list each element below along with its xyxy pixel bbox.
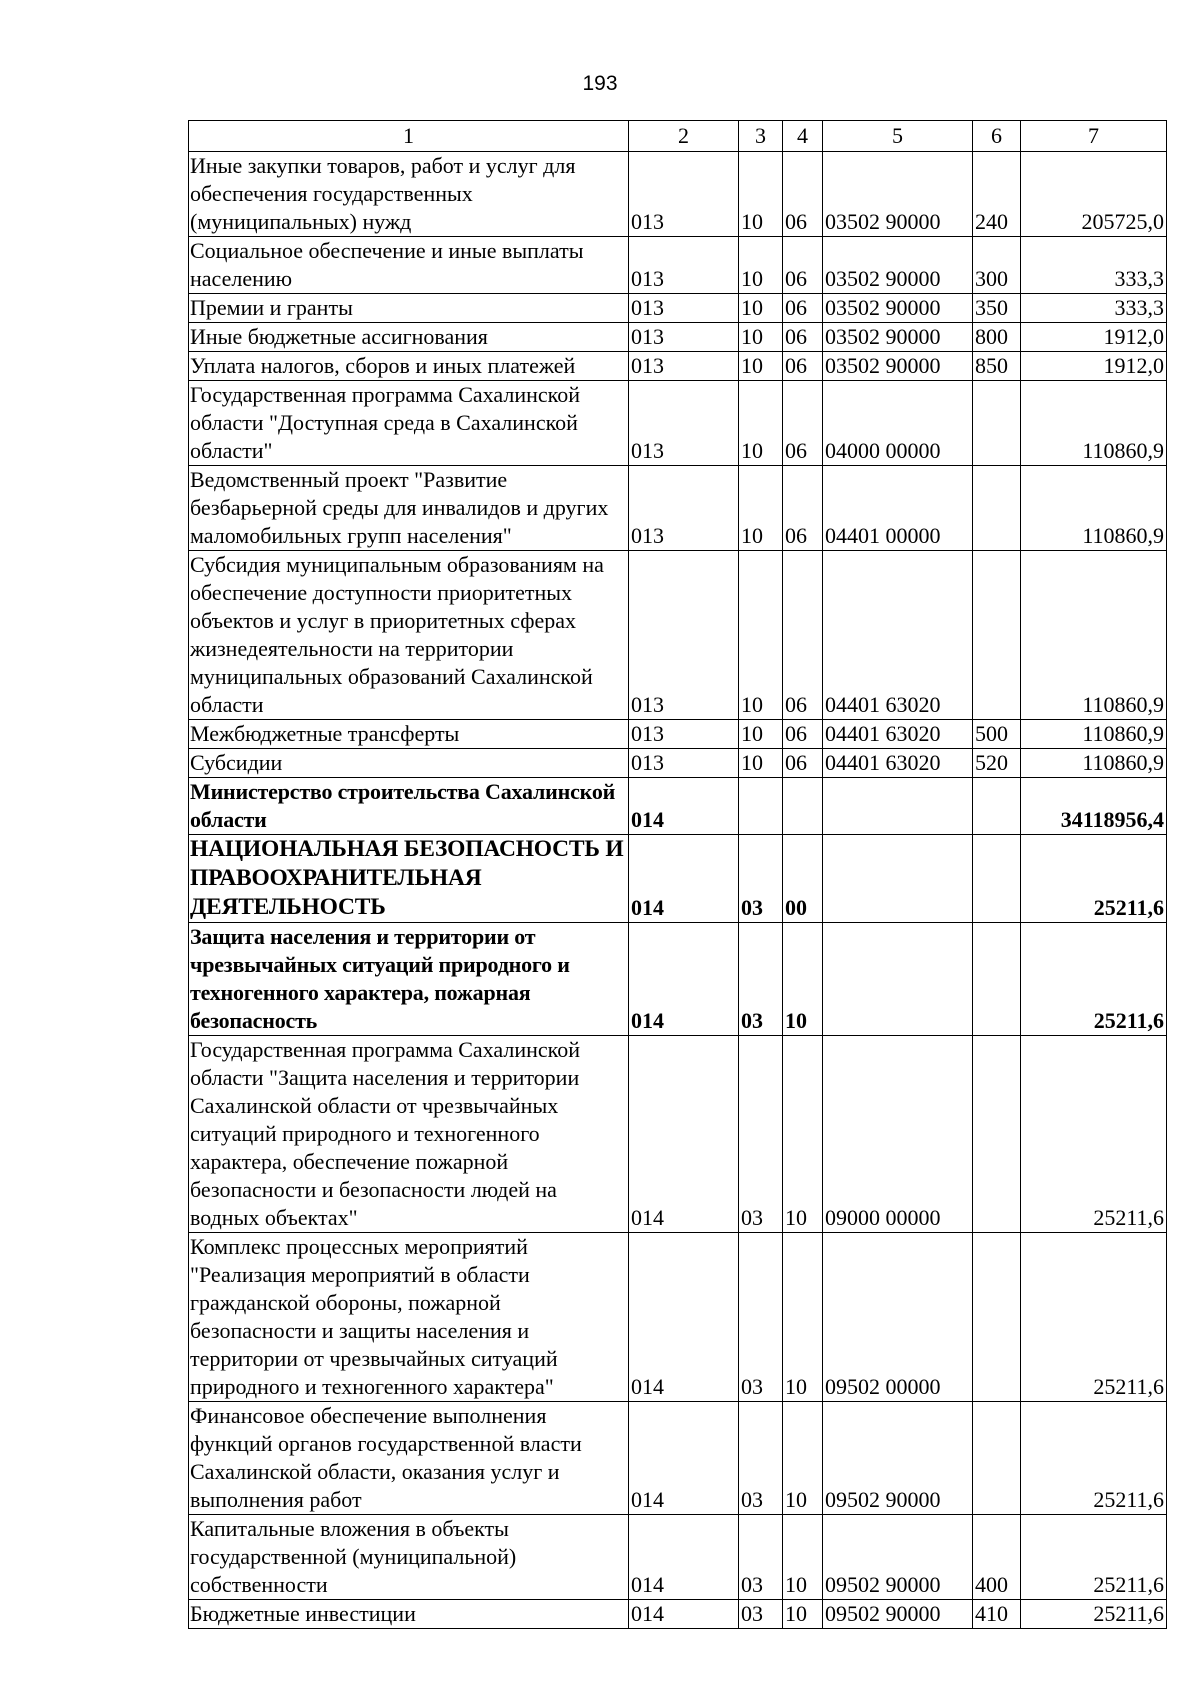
table-row	[189, 1515, 1167, 1600]
row-subsection-code: 06	[783, 551, 823, 720]
row-expense-type	[973, 1036, 1021, 1233]
table-row	[189, 1600, 1167, 1629]
header-cell: 2	[629, 121, 739, 152]
row-admin-code: 014	[629, 1402, 739, 1515]
row-section-code: 03	[739, 1233, 783, 1402]
row-target-article: 09502 90000	[823, 1515, 973, 1600]
row-name: Министерство строительства Сахалинской области	[189, 778, 629, 835]
row-section-code: 03	[739, 835, 783, 923]
row-admin-code: 014	[629, 778, 739, 835]
row-section-code: 03	[739, 1036, 783, 1233]
row-subsection-code: 00	[783, 835, 823, 923]
row-target-article	[823, 778, 973, 835]
table-row	[189, 381, 1167, 466]
row-target-article: 04401 63020	[823, 749, 973, 778]
row-amount: 25211,6	[1021, 1515, 1167, 1600]
row-expense-type	[973, 835, 1021, 923]
row-expense-type	[973, 551, 1021, 720]
row-target-article: 09502 00000	[823, 1233, 973, 1402]
row-amount: 25211,6	[1021, 923, 1167, 1036]
row-section-code: 03	[739, 1600, 783, 1629]
row-target-article: 09000 00000	[823, 1036, 973, 1233]
row-expense-type	[973, 381, 1021, 466]
table-row	[189, 294, 1167, 323]
row-section-code: 10	[739, 323, 783, 352]
row-expense-type: 350	[973, 294, 1021, 323]
row-expense-type	[973, 923, 1021, 1036]
row-subsection-code: 10	[783, 1233, 823, 1402]
row-name: Капитальные вложения в объекты государственной (муниципальной) собственности	[189, 1515, 629, 1600]
row-subsection-code: 06	[783, 720, 823, 749]
row-target-article: 03502 90000	[823, 294, 973, 323]
row-amount: 110860,9	[1021, 466, 1167, 551]
row-name: Бюджетные инвестиции	[189, 1600, 629, 1629]
header-cell: 3	[739, 121, 783, 152]
header-cell: 4	[783, 121, 823, 152]
row-target-article: 04401 63020	[823, 551, 973, 720]
table-row	[189, 749, 1167, 778]
row-target-article: 04401 63020	[823, 720, 973, 749]
row-subsection-code: 06	[783, 152, 823, 237]
row-amount: 110860,9	[1021, 381, 1167, 466]
row-expense-type: 520	[973, 749, 1021, 778]
row-expense-type	[973, 1233, 1021, 1402]
row-amount: 205725,0	[1021, 152, 1167, 237]
table-row	[189, 1402, 1167, 1515]
row-name: Субсидия муниципальным образованиям на обеспечение доступности приоритетных объектов и услуг в приоритетных сферах жизнедеятельности на территории муниципальных образований Сахалинской области	[189, 551, 629, 720]
row-target-article: 09502 90000	[823, 1600, 973, 1629]
row-name: Государственная программа Сахалинской области "Доступная среда в Сахалинской области"	[189, 381, 629, 466]
row-section-code: 10	[739, 749, 783, 778]
row-section-code: 03	[739, 923, 783, 1036]
row-name: Межбюджетные трансферты	[189, 720, 629, 749]
table-row	[189, 923, 1167, 1036]
row-amount: 1912,0	[1021, 323, 1167, 352]
row-admin-code: 013	[629, 323, 739, 352]
row-admin-code: 014	[629, 1233, 739, 1402]
row-subsection-code: 10	[783, 1402, 823, 1515]
row-amount: 110860,9	[1021, 749, 1167, 778]
table-row	[189, 466, 1167, 551]
table-row	[189, 352, 1167, 381]
row-section-code: 10	[739, 720, 783, 749]
row-name: Иные бюджетные ассигнования	[189, 323, 629, 352]
row-expense-type	[973, 466, 1021, 551]
row-expense-type: 240	[973, 152, 1021, 237]
table-row	[189, 237, 1167, 294]
table-row	[189, 720, 1167, 749]
row-subsection-code	[783, 778, 823, 835]
row-name: НАЦИОНАЛЬНАЯ БЕЗОПАСНОСТЬ И ПРАВООХРАНИТЕЛЬНАЯ ДЕЯТЕЛЬНОСТЬ	[189, 835, 629, 923]
row-subsection-code: 06	[783, 466, 823, 551]
row-subsection-code: 06	[783, 749, 823, 778]
table-row	[189, 1233, 1167, 1402]
row-subsection-code: 06	[783, 381, 823, 466]
row-admin-code: 013	[629, 294, 739, 323]
row-section-code: 10	[739, 466, 783, 551]
table-row	[189, 152, 1167, 237]
row-target-article: 03502 90000	[823, 237, 973, 294]
row-admin-code: 014	[629, 923, 739, 1036]
row-subsection-code: 06	[783, 323, 823, 352]
row-amount: 25211,6	[1021, 1600, 1167, 1629]
row-target-article: 09502 90000	[823, 1402, 973, 1515]
page-number: 193	[582, 72, 618, 95]
budget-table	[188, 120, 1167, 1629]
row-subsection-code: 10	[783, 1600, 823, 1629]
row-target-article: 03502 90000	[823, 152, 973, 237]
row-section-code: 10	[739, 551, 783, 720]
header-row	[189, 121, 1167, 152]
row-admin-code: 014	[629, 835, 739, 923]
row-expense-type: 400	[973, 1515, 1021, 1600]
row-expense-type: 300	[973, 237, 1021, 294]
row-amount: 1912,0	[1021, 352, 1167, 381]
header-cell: 7	[1021, 121, 1167, 152]
row-admin-code: 013	[629, 551, 739, 720]
table-row	[189, 323, 1167, 352]
row-admin-code: 013	[629, 352, 739, 381]
row-subsection-code: 06	[783, 237, 823, 294]
row-amount: 25211,6	[1021, 1402, 1167, 1515]
row-name: Государственная программа Сахалинской области "Защита населения и территории Сахалинской области от чрезвычайных ситуаций природного и техногенного характера, обеспечение пожарной безопасности и безопасности людей на водных объектах"	[189, 1036, 629, 1233]
row-subsection-code: 10	[783, 1515, 823, 1600]
row-expense-type: 410	[973, 1600, 1021, 1629]
row-admin-code: 014	[629, 1600, 739, 1629]
row-admin-code: 013	[629, 152, 739, 237]
row-section-code: 10	[739, 237, 783, 294]
row-target-article: 03502 90000	[823, 323, 973, 352]
row-admin-code: 014	[629, 1036, 739, 1233]
row-admin-code: 013	[629, 749, 739, 778]
row-expense-type: 800	[973, 323, 1021, 352]
row-amount: 110860,9	[1021, 720, 1167, 749]
row-name: Социальное обеспечение и иные выплаты населению	[189, 237, 629, 294]
row-admin-code: 013	[629, 466, 739, 551]
row-amount: 25211,6	[1021, 1233, 1167, 1402]
row-target-article: 04000 00000	[823, 381, 973, 466]
table-row	[189, 835, 1167, 923]
row-name: Уплата налогов, сборов и иных платежей	[189, 352, 629, 381]
row-expense-type	[973, 1402, 1021, 1515]
row-expense-type: 500	[973, 720, 1021, 749]
row-amount: 34118956,4	[1021, 778, 1167, 835]
header-cell: 5	[823, 121, 973, 152]
row-subsection-code: 06	[783, 352, 823, 381]
row-name: Иные закупки товаров, работ и услуг для обеспечения государственных (муниципальных) нужд	[189, 152, 629, 237]
row-name: Комплекс процессных мероприятий "Реализация мероприятий в области гражданской обороны, пожарной безопасности и защиты населения и территории от чрезвычайных ситуаций природного и техногенного характера"	[189, 1233, 629, 1402]
row-target-article	[823, 835, 973, 923]
row-admin-code: 013	[629, 237, 739, 294]
row-subsection-code: 10	[783, 1036, 823, 1233]
row-amount: 333,3	[1021, 237, 1167, 294]
row-target-article	[823, 923, 973, 1036]
table-row	[189, 778, 1167, 835]
header-cell: 1	[189, 121, 629, 152]
header-cell: 6	[973, 121, 1021, 152]
row-name: Финансовое обеспечение выполнения функций органов государственной власти Сахалинской области, оказания услуг и выполнения работ	[189, 1402, 629, 1515]
table-row	[189, 1036, 1167, 1233]
row-target-article: 04401 00000	[823, 466, 973, 551]
row-section-code: 10	[739, 381, 783, 466]
table-row	[189, 551, 1167, 720]
row-name: Субсидии	[189, 749, 629, 778]
row-section-code: 10	[739, 352, 783, 381]
row-admin-code: 013	[629, 381, 739, 466]
row-admin-code: 013	[629, 720, 739, 749]
row-admin-code: 014	[629, 1515, 739, 1600]
row-subsection-code: 06	[783, 294, 823, 323]
row-name: Ведомственный проект "Развитие безбарьерной среды для инвалидов и других маломобильных групп населения"	[189, 466, 629, 551]
row-section-code: 03	[739, 1515, 783, 1600]
row-section-code	[739, 778, 783, 835]
row-expense-type	[973, 778, 1021, 835]
row-section-code: 10	[739, 152, 783, 237]
row-section-code: 03	[739, 1402, 783, 1515]
row-amount: 110860,9	[1021, 551, 1167, 720]
row-expense-type: 850	[973, 352, 1021, 381]
row-amount: 25211,6	[1021, 1036, 1167, 1233]
row-amount: 25211,6	[1021, 835, 1167, 923]
row-target-article: 03502 90000	[823, 352, 973, 381]
row-subsection-code: 10	[783, 923, 823, 1036]
row-name: Защита населения и территории от чрезвычайных ситуаций природного и техногенного характера, пожарная безопасность	[189, 923, 629, 1036]
row-amount: 333,3	[1021, 294, 1167, 323]
row-section-code: 10	[739, 294, 783, 323]
row-name: Премии и гранты	[189, 294, 629, 323]
